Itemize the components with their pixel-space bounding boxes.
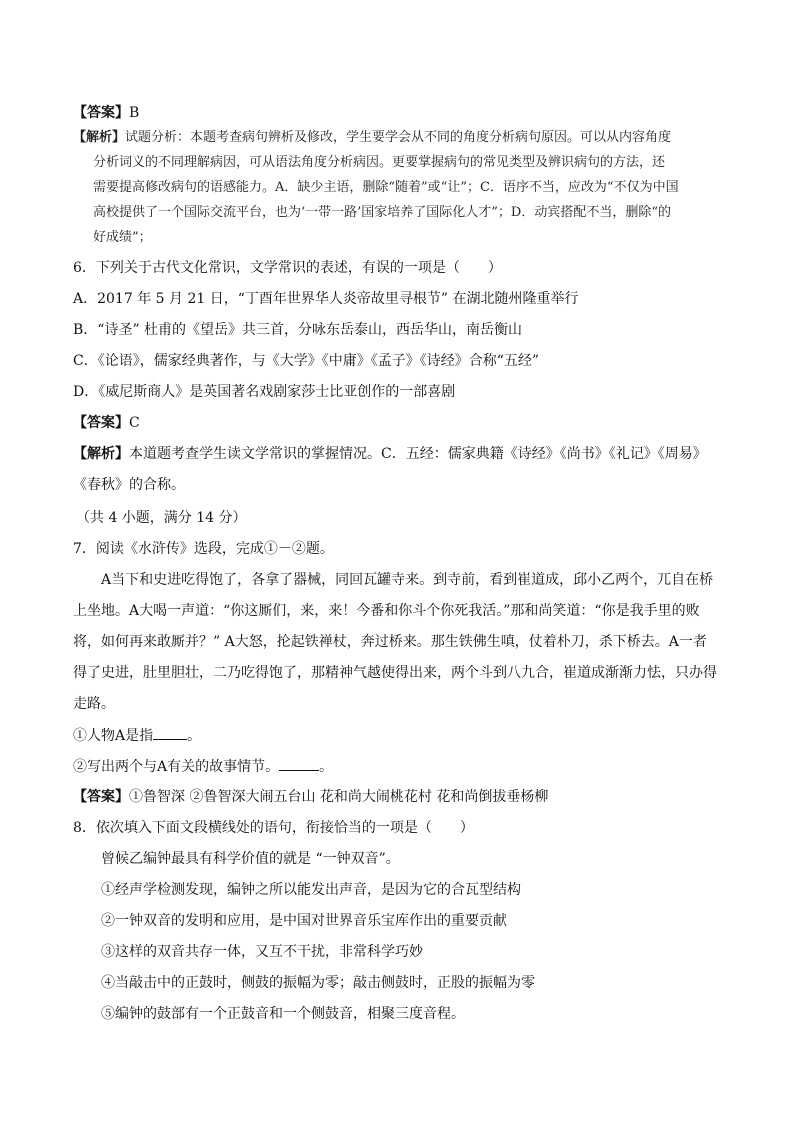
q7-stem: 7．阅读《水浒传》选段，完成①－②题。 bbox=[73, 541, 334, 557]
q6-option-a: A．2017 年 5 月 21 日，“丁酉年世界华人炎帝故里寻根节” 在湖北随州隆重举行 bbox=[73, 291, 579, 307]
q6-stem: 6．下列关于古代文化常识，文学常识的表述，有误的一项是（ ） bbox=[73, 260, 502, 276]
q5-analysis-line: 【解析】试题分析：本题考查病句辨析及修改，学生要学会从不同的角度分析病句原因。可以从内容角度 bbox=[73, 130, 672, 145]
q5-analysis-line: 分析词义的不同理解病因，可从语法角度分析病因。更要掌握病句的常见类型及辨识病句的方法，还 bbox=[93, 155, 666, 170]
q8-stem: 8．依次填入下面文段横线处的语句，衔接恰当的一项是（ ） bbox=[73, 820, 474, 836]
q7-passage-line: A当下和史进吃得饱了，各拿了器械，同回瓦罐寺来。到寺前，看到崔道成，邱小乙两个，兀自在桥 bbox=[101, 572, 714, 588]
q5-answer bbox=[73, 103, 139, 123]
q8-line: 曾候乙编钟最具有科学价值的就是 “一钟双音”。 bbox=[101, 851, 400, 867]
answer-tag: 【答案】 bbox=[73, 415, 129, 431]
q8-line: ②一钟双音的发明和应用，是中国对世界音乐宝库作出的重要贡献 bbox=[101, 913, 507, 929]
q5-analysis-line: 好成绩”； bbox=[93, 230, 152, 245]
q7-passage-line: 将，如何再来敢厮并？” A大怒，抡起铁禅杖，奔过桥来。那生铁佛生嗔，仗着朴刀，杀下桥去。A一者 bbox=[73, 634, 707, 650]
q8-line: ③这样的双音共存一体，又互不干扰，非常科学巧妙 bbox=[101, 944, 423, 960]
q7-sub1: ①人物A是指 。 bbox=[73, 725, 201, 746]
q6-option-b: B．“诗圣” 杜甫的《望岳》共三首，分咏东岳泰山，西岳华山，南岳衡山 bbox=[73, 322, 523, 338]
q6-answer bbox=[73, 413, 140, 433]
q6-analysis-line: 【解析】本道题考查学生读文学常识的掌握情况。C．五经：儒家典籍《诗经》《尚书》《礼记》《周易》 bbox=[73, 446, 707, 462]
section-note: （共 4 小题，满分 14 分） bbox=[76, 510, 247, 526]
answer-value: C bbox=[129, 415, 140, 431]
answer-tag: 【答案】 bbox=[73, 789, 129, 805]
q7-passage-line: 得了史进，肚里胆壮，二乃吃得饱了，那精神气越使得出来，两个斗到八九合，崔道成渐渐力怯，只办得 bbox=[73, 665, 717, 681]
q6-option-c: C．《论语》，儒家经典著作，与《大学》《中庸》《孟子》《诗经》合称“五经” bbox=[73, 353, 540, 369]
q7-answer bbox=[73, 787, 548, 807]
fill-blank[interactable] bbox=[153, 725, 187, 740]
answer-tag: 【答案】 bbox=[73, 105, 129, 121]
answer-value: ①鲁智深 ②鲁智深大闹五台山 花和尚大闹桃花村 花和尚倒拔垂杨柳 bbox=[129, 789, 549, 805]
analysis-tag: 【解析】 bbox=[73, 130, 126, 145]
answer-value: B bbox=[129, 105, 140, 121]
q6-analysis-line: 《春秋》的合称。 bbox=[73, 477, 185, 493]
q7-passage-line: 走路。 bbox=[73, 696, 115, 712]
q7-passage-line: 上坐地。A大喝一声道：“你这厮们，来，来！今番和你斗个你死我活。”那和尚笑道：“你是我手里的败 bbox=[73, 603, 700, 619]
analysis-tag: 【解析】 bbox=[73, 446, 129, 462]
q8-line: ⑤编钟的鼓部有一个正鼓音和一个侧鼓音，相聚三度音程。 bbox=[101, 1006, 465, 1022]
q7-sub2: ②写出两个与A有关的故事情节。 。 bbox=[73, 756, 333, 777]
q8-line: ①经声学检测发现，编钟之所以能发出声音，是因为它的合瓦型结构 bbox=[101, 882, 521, 898]
q5-analysis-line: 高校提供了一个国际交流平台，也为‘一带一路’国家培养了国际化人才”；D．动宾搭配不当，删除“的 bbox=[93, 205, 671, 220]
q5-analysis-line: 需要提高修改病句的语感能力。A．缺少主语，删除“随着”或“让”；C．语序不当，应改为“不仅为中国 bbox=[93, 180, 679, 195]
fill-blank[interactable] bbox=[279, 756, 319, 771]
q6-option-d: D．《威尼斯商人》是英国著名戏剧家莎士比亚创作的一部喜剧 bbox=[73, 384, 456, 400]
q8-line: ④当敲击中的正鼓时，侧鼓的振幅为零；敲击侧鼓时，正股的振幅为零 bbox=[101, 975, 535, 991]
